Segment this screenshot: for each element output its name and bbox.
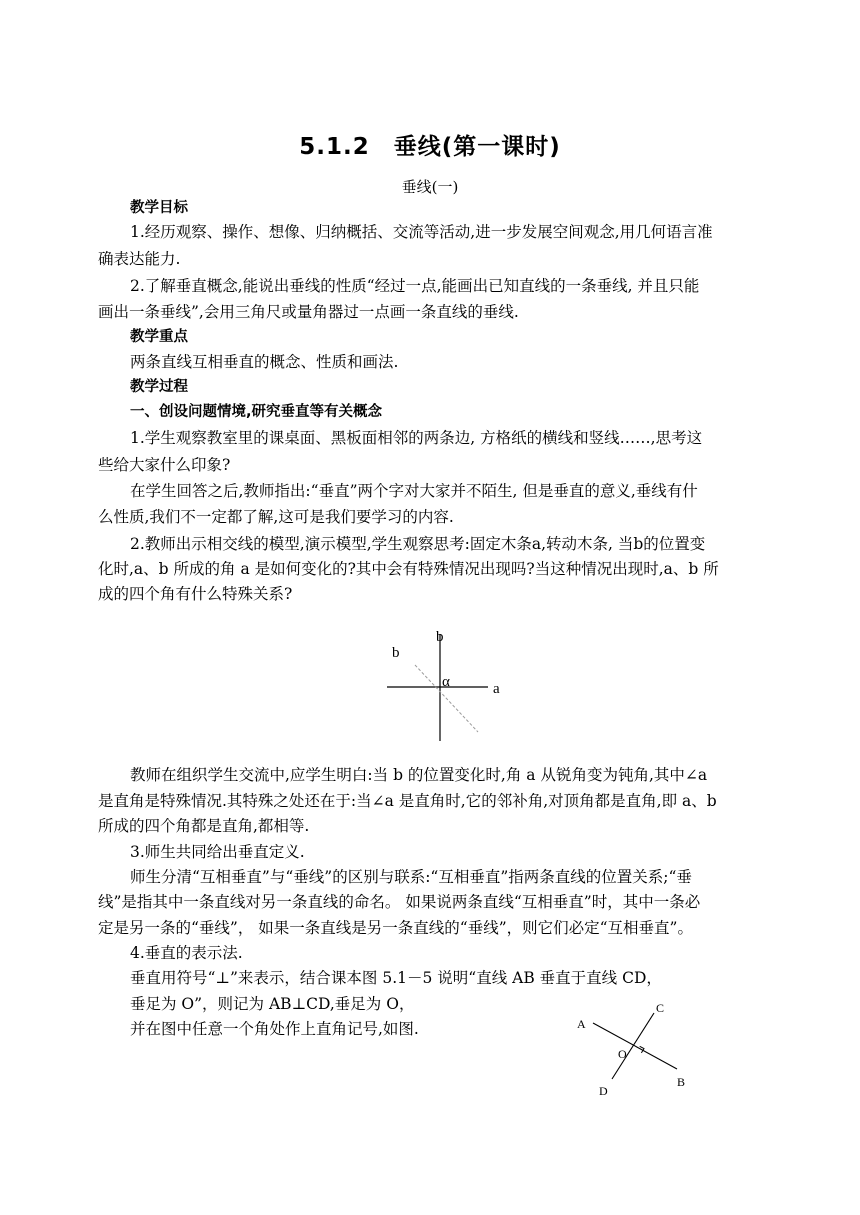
paragraph-line: 线”是指其中一条直线对另一条直线的命名。 如果说两条直线“互相垂直”时，其中一条必 [98,893,701,911]
paragraph-line: 化时,a、b 所成的角 a 是如何变化的?其中会有特殊情况出现吗?当这种情况出现时,a、b 所 [98,560,719,578]
label-b-left: b [392,645,400,661]
paragraph-line: 师生分清“互相垂直”与“垂线”的区别与联系:“互相垂直”指两条直线的位置关系;“垂 [130,868,692,886]
paragraph-line: 么性质,我们不一定都了解,这可是我们要学习的内容. [98,508,454,526]
figure-intersecting-lines [370,620,520,750]
paragraph-line: 确表达能力. [98,250,181,268]
label-b-top: b [436,629,444,645]
paragraph-line: 1.学生观察教室里的课桌面、黑板面相邻的两条边, 方格纸的横线和竖线……,思考这 [130,429,703,447]
paragraph-line: 是直角是特殊情况.其特殊之处还在于:当∠a 是直角时,它的邻补角,对顶角都是直角,即 a、b [98,792,717,810]
label-D: D [599,1084,608,1098]
paragraph-line: 并在图中任意一个角处作上直角记号,如图. [130,1020,419,1038]
paragraph-line: 教师在组织学生交流中,应学生明白:当 b 的位置变化时,角 a 从锐角变为钝角,其中∠a [130,766,708,784]
paragraph-line: 成的四个角有什么特殊关系? [98,585,293,603]
paragraph-line: 2.教师出示相交线的模型,演示模型,学生观察思考:固定木条a,转动木条, 当b的位置变 [130,535,706,553]
label-alpha: α [442,674,450,690]
paragraph-line: 两条直线互相垂直的概念、性质和画法. [130,353,399,371]
label-C: C [656,1001,665,1015]
paragraph-line: 些给大家什么印象? [98,456,231,474]
label-a: a [493,681,500,697]
heading-process: 教学过程 [130,379,188,395]
paragraph-line: 4.垂直的表示法. [130,944,243,962]
heading-section-one: 一、创设问题情境,研究垂直等有关概念 [130,404,383,420]
paragraph-line: 3.师生共同给出垂直定义. [130,843,305,861]
label-A: A [577,1017,586,1031]
paragraph-line: 在学生回答之后,教师指出:“垂直”两个字对大家并不陌生, 但是垂直的意义,垂线有什 [130,482,698,500]
figure-perpendicular-ab-cd [570,995,700,1105]
heading-key-points: 教学重点 [130,329,188,345]
label-B: B [677,1075,686,1089]
heading-objectives: 教学目标 [130,200,188,216]
paragraph-line: 定是另一条的“垂线”， 如果一条直线是另一条直线的“垂线”，则它们必定“互相垂直”。 [98,919,693,937]
paragraph-line: 画出一条垂线”,会用三角尺或量角器过一点画一条直线的垂线. [98,303,519,321]
page-title: 5.1.2 垂线(第一课时) [299,134,561,160]
page-subtitle: 垂线(一) [401,178,459,196]
paragraph-line: 1.经历观察、操作、想像、归纳概括、交流等活动,进一步发展空间观念,用几何语言准 [130,223,713,241]
label-O: O [618,1047,627,1061]
paragraph-line: 垂足为 O”，则记为 AB⊥CD,垂足为 O， [130,995,415,1013]
paragraph-line: 所成的四个角都是直角,都相等. [98,817,310,835]
paragraph-line: 垂直用符号“⊥”来表示，结合课本图 5.1－5 说明“直线 AB 垂直于直线 CD， [130,969,662,987]
paragraph-line: 2.了解垂直概念,能说出垂线的性质“经过一点,能画出已知直线的一条垂线, 并且只能 [130,277,700,295]
